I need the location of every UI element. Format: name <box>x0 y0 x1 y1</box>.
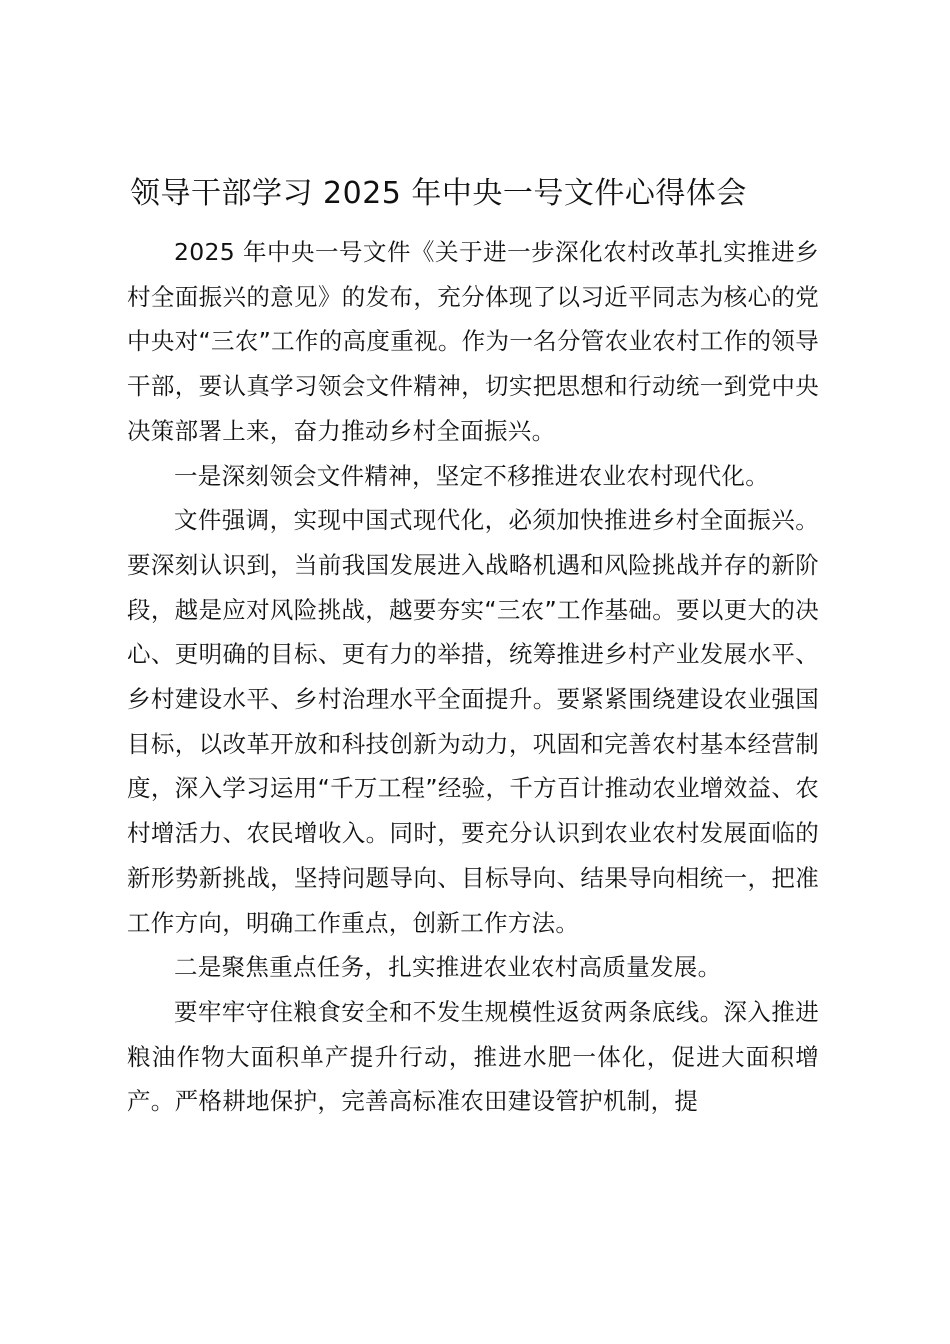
document-page <box>127 168 819 1124</box>
section-body-1: 文件强调，实现中国式现代化，必须加快推进乡村全面振兴。要深刻认识到，当前我国发展进入战略机遇和风险挑战并存的新阶段，越是应对风险挑战，越要夯实“三农”工作基础。要以更大的决心、更明确的目标、更有力的举措，统筹推进乡村产业发展水平、乡村建设水平、乡村治理水平全面提升。要紧紧围绕建设农业强国目标，以改革开放和科技创新为动力，巩固和完善农村基本经营制度，深入学习运用“千万工程”经验，千方百计推动农业增效益、农村增活力、农民增收入。同时，要充分认识到农业农村发展面临的新形势新挑战，坚持问题导向、目标导向、结果导向相统一，把准工作方向，明确工作重点，创新工作方法。 <box>127 506 819 937</box>
document-title: 领导干部学习 2025 年中央一号文件心得体会 <box>130 176 747 211</box>
section-body-2: 要牢牢守住粮食安全和不发生规模性返贫两条底线。深入推进粮油作物大面积单产提升行动，推进水肥一体化，促进大面积增产。严格耕地保护，完善高标准农田建设管护机制，提 <box>127 997 819 1116</box>
intro-paragraph: 2025 年中央一号文件《关于进一步深化农村改革扎实推进乡村全面振兴的意见》的发布，充分体现了以习近平同志为核心的党中央对“三农”工作的高度重视。作为一名分管农业农村工作的领导干部，要认真学习领会文件精神，切实把思想和行动统一到党中央决策部署上来，奋力推动乡村全面振兴。 <box>127 238 819 445</box>
section-heading-1: 一是深刻领会文件精神，坚定不移推进农业农村现代化。 <box>174 461 769 490</box>
section-heading-2: 二是聚焦重点任务，扎实推进农业农村高质量发展。 <box>174 953 722 982</box>
